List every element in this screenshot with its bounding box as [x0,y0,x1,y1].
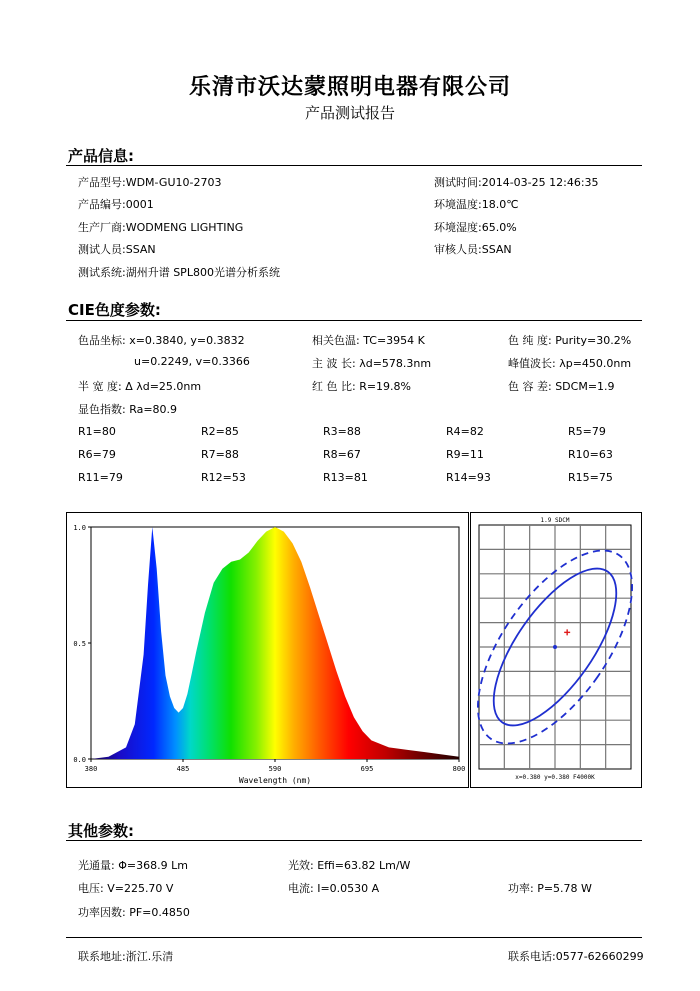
reference-point [553,645,557,649]
r-value: R4=82 [446,425,484,438]
section-divider [66,840,642,841]
r-value: R13=81 [323,471,368,484]
r-value: R7=88 [201,448,239,461]
section-divider [66,165,642,166]
spectrum-chart-frame [66,512,469,788]
r-value: R11=79 [78,471,123,484]
spectrum-chart [67,513,468,787]
sdcm-chart [471,513,641,787]
color-purity: 色 纯 度: Purity=30.2% [508,334,632,347]
test-system: 测试系统:湖州升谱 SPL800光谱分析系统 [78,266,280,279]
manufacturer: 生产厂商:WODMENG LIGHTING [78,221,244,234]
x-tick-label: 485 [176,765,190,773]
half-width: 半 宽 度: Δ λd=25.0nm [78,380,202,393]
r-value: R14=93 [446,471,491,484]
test-time: 测试时间:2014-03-25 12:46:35 [434,176,599,189]
sdcm-caption: x=0.380 y=0.380 F4000K [515,774,595,781]
r-value: R6=79 [78,448,116,461]
sdcm-title: 1.9 SDCM [540,517,570,524]
voltage: 电压: V=225.70 V [78,882,174,895]
current: 电流: I=0.0530 A [288,882,380,895]
r-value: R1=80 [78,425,116,438]
other-params-heading: 其他参数: [68,822,134,840]
chromaticity-xy: 色品坐标: x=0.3840, y=0.3832 [78,334,245,347]
x-tick-label: 800 [452,765,466,773]
x-tick-label: 590 [268,765,282,773]
tester: 测试人员:SSAN [78,243,156,256]
power-factor: 功率因数: PF=0.4850 [78,906,190,919]
x-axis-label: Wavelength (nm) [238,776,312,785]
company-name: 乐清市沃达蒙照明电器有限公司 [188,75,511,100]
color-rendering-index: 显色指数: Ra=80.9 [78,403,178,416]
peak-wavelength: 峰值波长: λp=450.0nm [508,357,632,370]
report-title: 产品测试报告 [304,104,395,122]
r-value: R2=85 [201,425,239,438]
y-tick-label: 1.0 [73,524,86,532]
contact-phone: 联系电话:0577-62660299 [508,950,644,963]
r-value: R3=88 [323,425,361,438]
product-info-heading: 产品信息: [68,147,134,165]
product-number: 产品编号:0001 [78,198,154,211]
r-value: R15=75 [568,471,613,484]
r-value: R5=79 [568,425,606,438]
reviewer: 审核人员:SSAN [434,243,512,256]
r-value: R12=53 [201,471,246,484]
r-value: R9=11 [446,448,484,461]
product-model: 产品型号:WDM-GU10-2703 [78,176,222,189]
ambient-temperature: 环境温度:18.0℃ [434,198,519,211]
x-tick-label: 380 [84,765,98,773]
r-value: R8=67 [323,448,361,461]
cie-heading: CIE色度参数: [68,301,161,319]
section-divider [66,320,642,321]
y-tick-label: 0.5 [73,640,86,648]
y-tick-label: 0.0 [73,756,86,764]
color-temperature: 相关色温: TC=3954 K [312,334,425,347]
dominant-wavelength: 主 波 长: λd=578.3nm [312,357,432,370]
color-tolerance: 色 容 差: SDCM=1.9 [508,380,615,393]
footer-divider [66,937,642,938]
spectrum-area [91,527,459,759]
luminous-efficacy: 光效: Effi=63.82 Lm/W [288,859,411,872]
power: 功率: P=5.78 W [508,882,592,895]
r-value: R10=63 [568,448,613,461]
red-ratio: 红 色 比: R=19.8% [312,380,411,393]
sdcm-chart-frame [470,512,642,788]
chromaticity-uv: u=0.2249, v=0.3366 [134,355,250,368]
x-tick-label: 695 [360,765,374,773]
contact-address: 联系地址:浙江.乐清 [78,950,174,963]
ambient-humidity: 环境湿度:65.0% [434,221,517,234]
luminous-flux: 光通量: Φ=368.9 Lm [78,859,188,872]
